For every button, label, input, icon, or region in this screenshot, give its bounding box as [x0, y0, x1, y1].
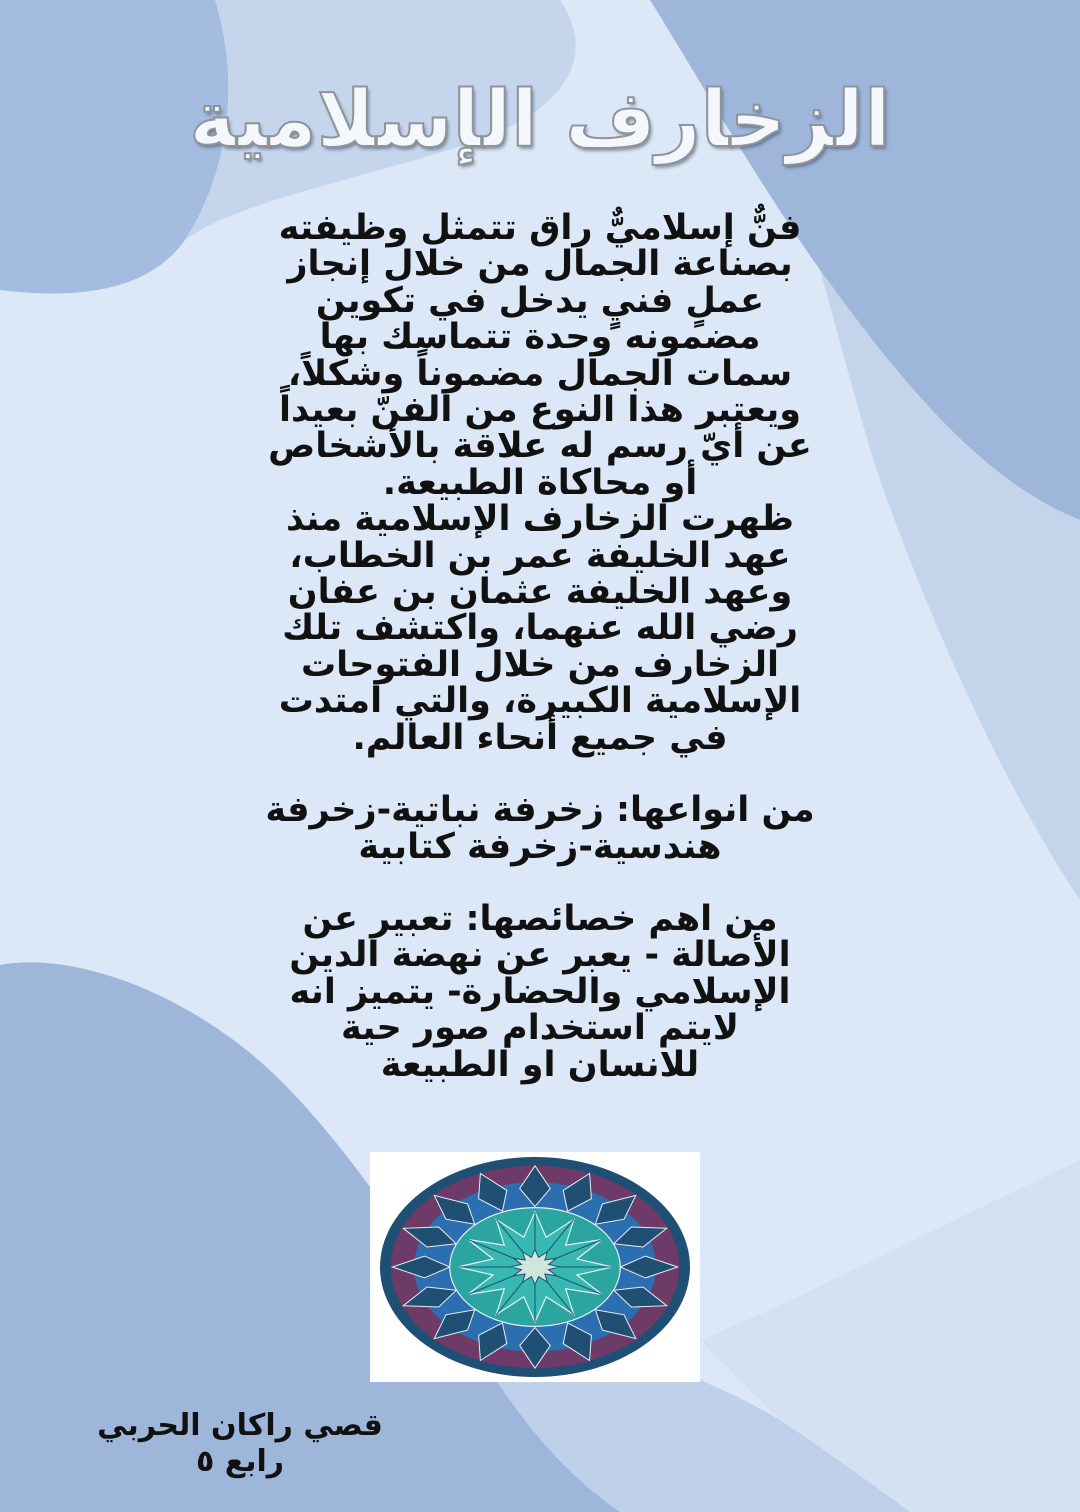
types-paragraph — [200, 792, 880, 865]
text-line: فنٌّ إسلاميٌّ راق تتمثل وظيفته — [278, 208, 802, 248]
text-line: بصناعة الجمال من خلال إنجاز — [287, 244, 793, 285]
text-line: ويعتبر هذا النوع من الفنّ بعيداً — [278, 390, 802, 431]
text-line: في جميع أنحاء العالم. — [352, 717, 728, 758]
text-line: الأصالة - يعبر عن نهضة الدين — [289, 935, 791, 976]
text-line: مضمونه وحدة تتماسك بها — [319, 317, 761, 358]
spacer — [200, 756, 880, 792]
text-line: عهد الخليفة عمر بن الخطاب، — [289, 535, 791, 576]
article-body — [200, 210, 880, 1083]
features-paragraph — [200, 898, 880, 1085]
text-line: من اهم خصائصها: تعبير عن — [302, 898, 778, 939]
author-name: قصي راكان الحربي — [97, 1408, 383, 1443]
ornament-image — [370, 1152, 700, 1382]
text-line: الإسلامية الكبيرة، والتي امتدت — [278, 681, 802, 722]
text-line: الزخارف من خلال الفتوحات — [300, 644, 780, 685]
intro-paragraph — [200, 210, 880, 501]
text-line: رضي الله عنهما، واكتشف تلك — [282, 608, 798, 649]
text-line: أو محاكاة الطبيعة. — [382, 462, 698, 503]
text-line: هندسية-زخرفة كتابية — [358, 826, 722, 867]
history-paragraph — [200, 501, 880, 756]
text-line: وعهد الخليفة عثمان بن عفان — [287, 572, 793, 613]
text-line: عملٍ فنيٍ يدخل في تكوين — [315, 280, 765, 321]
islamic-rosette-pattern-icon — [370, 1152, 700, 1382]
text-line: سمات الجمال مضموناً وشكلاً، — [287, 353, 793, 394]
spacer — [200, 865, 880, 901]
text-line: للانسان او الطبيعة — [380, 1044, 700, 1085]
author-block — [60, 1408, 420, 1480]
text-line: لايتم استخدام صور حية — [341, 1008, 739, 1049]
page-title: الزخارف الإسلامية — [189, 75, 891, 165]
text-line: ظهرت الزخارف الإسلامية منذ — [285, 499, 795, 540]
text-line: عن أيّ رسم له علاقة بالأشخاص — [268, 426, 812, 467]
text-line: من انواعها: زخرفة نباتية-زخرفة — [265, 790, 815, 831]
text-line: الإسلامي والحضارة- يتميز انه — [289, 971, 791, 1012]
author-grade: رابع ٥ — [195, 1444, 285, 1479]
